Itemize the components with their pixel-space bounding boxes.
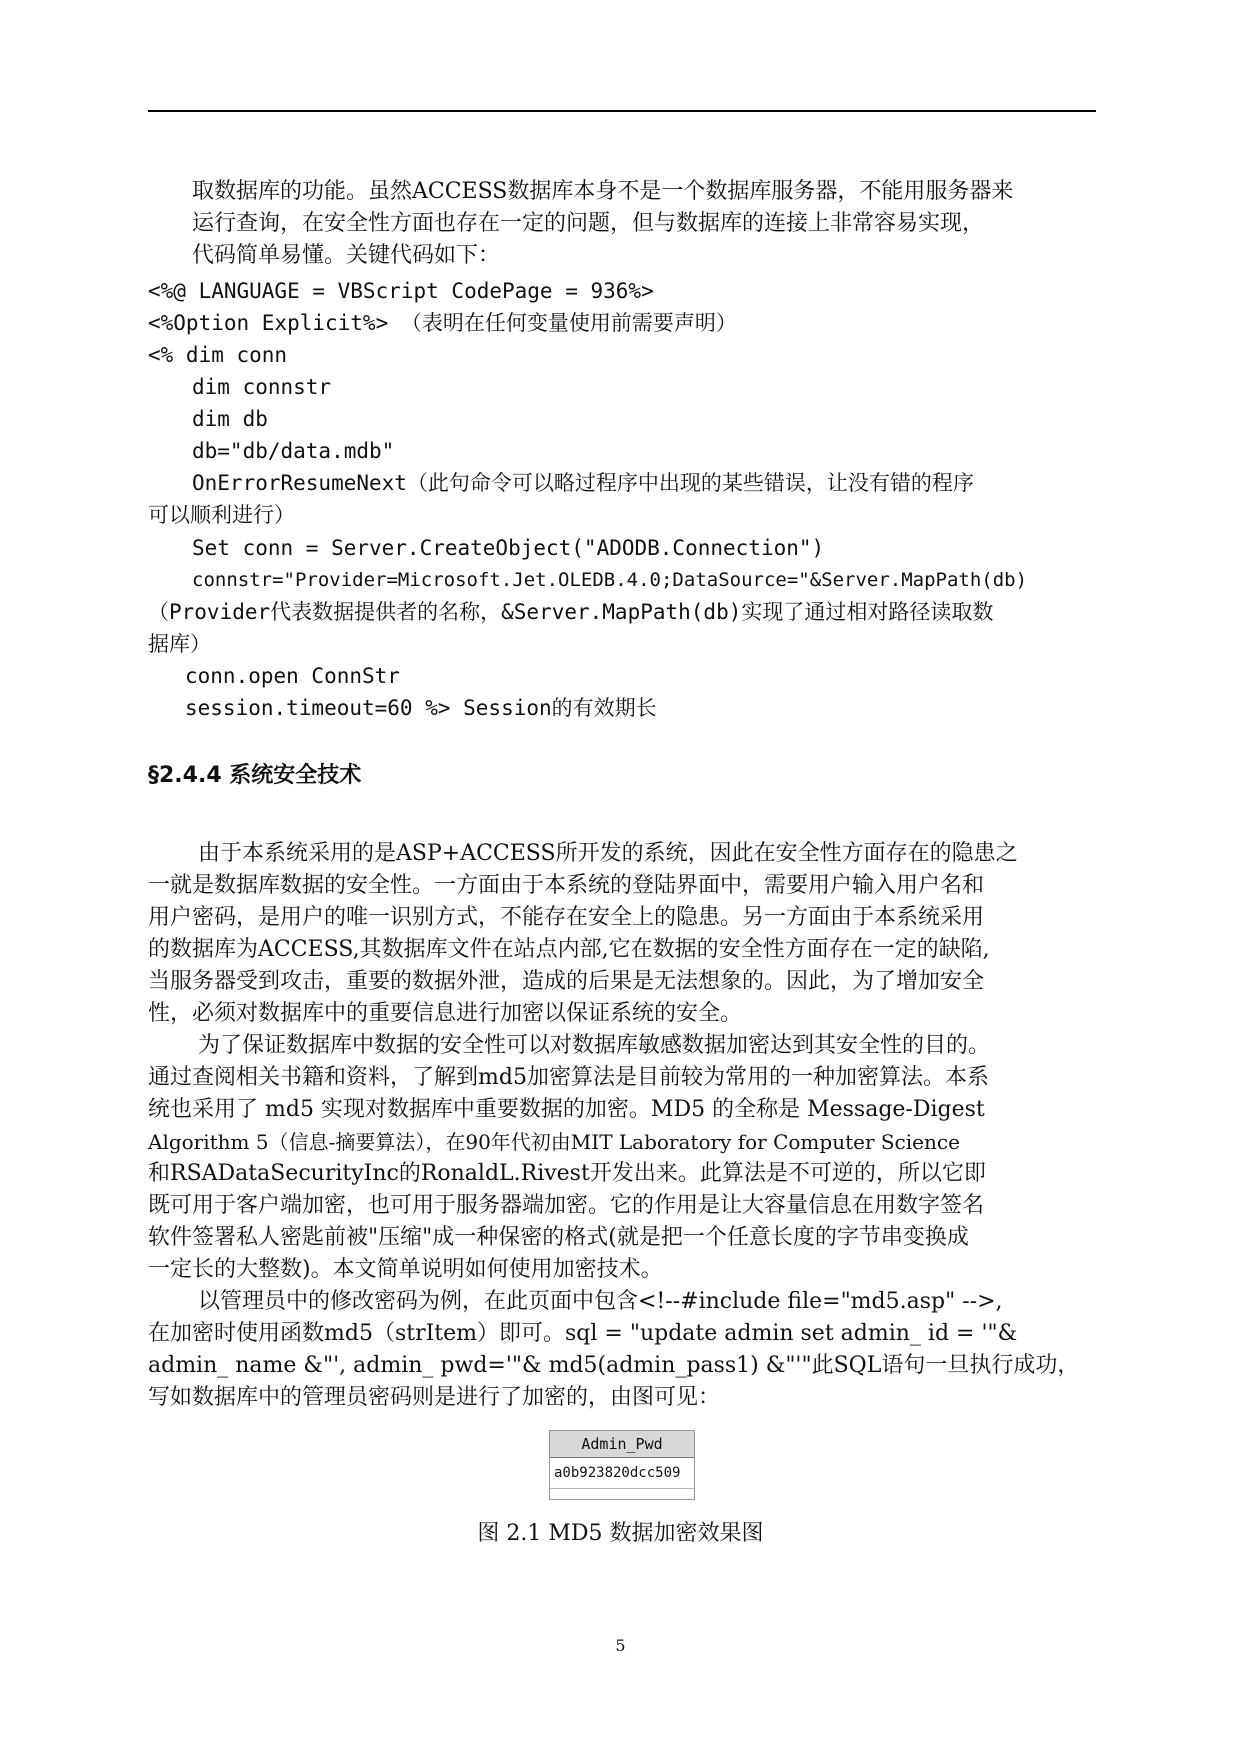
body-line-10: Algorithm 5（信息-摘要算法），在90年代初由MIT Laboratory for Computer Science: [148, 1130, 960, 1154]
admin-pwd-cell: a0b923820dcc509: [550, 1458, 694, 1489]
code-line-4: dim connstr: [192, 375, 332, 399]
page-number: 5: [615, 1636, 626, 1655]
section-heading: §2.4.4 系统安全技术: [148, 763, 362, 788]
admin-pwd-column-header: Admin_Pwd: [550, 1431, 694, 1458]
body-line-18: 写如数据库中的管理员密码则是进行了加密的，由图可见：: [148, 1385, 721, 1410]
body-line-16: 在加密时使用函数md5（strItem）即可。sql = "update admin set admin_ id = '"&: [148, 1321, 1018, 1346]
body-line-2: 一就是数据库数据的安全性。一方面由于本系统的登陆界面中，需要用户输入用户名和: [148, 873, 985, 898]
header-rule: [148, 110, 1096, 112]
body-line-1: 由于本系统采用的是ASP+ACCESS所开发的系统，因此在安全性方面存在的隐患之: [198, 841, 1018, 866]
intro-line-2: 运行查询，在安全性方面也存在一定的问题，但与数据库的连接上非常容易实现，: [192, 211, 985, 236]
code-line-10: connstr="Provider=Microsoft.Jet.OLEDB.4.0;DataSource="&Server.MapPath(db): [192, 569, 1028, 591]
body-line-9: 统也采用了 md5 实现对数据库中重要数据的加密。MD5 的全称是 Message-Digest: [148, 1097, 985, 1122]
body-line-3: 用户密码，是用户的唯一识别方式，不能存在安全上的隐患。另一方面由于本系统采用: [148, 905, 985, 930]
code-line-9: Set conn = Server.CreateObject("ADODB.Connection"): [192, 536, 825, 560]
body-line-14: 一定长的大整数)。本文简单说明如何使用加密技术。: [148, 1257, 663, 1282]
md5-figure-table: [549, 1430, 695, 1500]
code-line-5: dim db: [192, 407, 268, 431]
intro-line-1: 取数据库的功能。虽然ACCESS数据库本身不是一个数据库服务器，不能用服务器来: [192, 179, 1014, 204]
body-line-4: 的数据库为ACCESS,其数据库文件在站点内部,它在数据的安全性方面存在一定的缺陷,: [148, 937, 990, 962]
code-line-6: db="db/data.mdb": [192, 439, 395, 463]
body-line-17: admin_ name &"', admin_ pwd='"& md5(admin_pass1) &"'"此SQL语句一旦执行成功，: [148, 1353, 1080, 1378]
body-line-8: 通过查阅相关书籍和资料，了解到md5加密算法是目前较为常用的一种加密算法。本系: [148, 1065, 989, 1090]
body-line-15: 以管理员中的修改密码为例，在此页面中包含<!--#include file="md5.asp" -->,: [198, 1289, 1003, 1314]
body-line-11: 和RSADataSecurityInc的RonaldL.Rivest开发出来。此算法是不可逆的，所以它即: [148, 1161, 986, 1186]
body-line-6: 性，必须对数据库中的重要信息进行加密以保证系统的安全。: [148, 1001, 743, 1026]
code-line-1: <%@ LANGUAGE = VBScript CodePage = 936%>: [148, 279, 654, 303]
code-line-3: <% dim conn: [148, 343, 288, 367]
code-line-8: 可以顺利进行）: [148, 503, 295, 527]
code-line-11: （Provider代表数据提供者的名称，&Server.MapPath(db)实现了通过相对路径读取数: [148, 600, 994, 624]
code-line-14: session.timeout=60 %> Session的有效期长: [185, 696, 657, 720]
body-line-12: 既可用于客户端加密，也可用于服务器端加密。它的作用是让大容量信息在用数字签名: [148, 1193, 985, 1218]
intro-line-3: 代码简单易懂。关键代码如下：: [192, 243, 501, 268]
body-line-7: 为了保证数据库中数据的安全性可以对数据库敏感数据加密达到其安全性的目的。: [198, 1033, 991, 1058]
code-line-2: <%Option Explicit%> （表明在任何变量使用前需要声明）: [148, 311, 737, 335]
code-line-13: conn.open ConnStr: [185, 664, 400, 688]
body-line-13: 软件签署私人密匙前被"压缩"成一种保密的格式(就是把一个任意长度的字节串变换成: [148, 1225, 969, 1250]
figure-caption: 图 2.1 MD5 数据加密效果图: [477, 1521, 764, 1546]
code-line-7: OnErrorResumeNext（此句命令可以略过程序中出现的某些错误，让没有错的程序: [192, 471, 974, 495]
body-line-5: 当服务器受到攻击，重要的数据外泄，造成的后果是无法想象的。因此，为了增加安全: [148, 969, 985, 994]
table-blank-row: [550, 1489, 694, 1499]
code-line-12: 据库）: [148, 632, 211, 656]
